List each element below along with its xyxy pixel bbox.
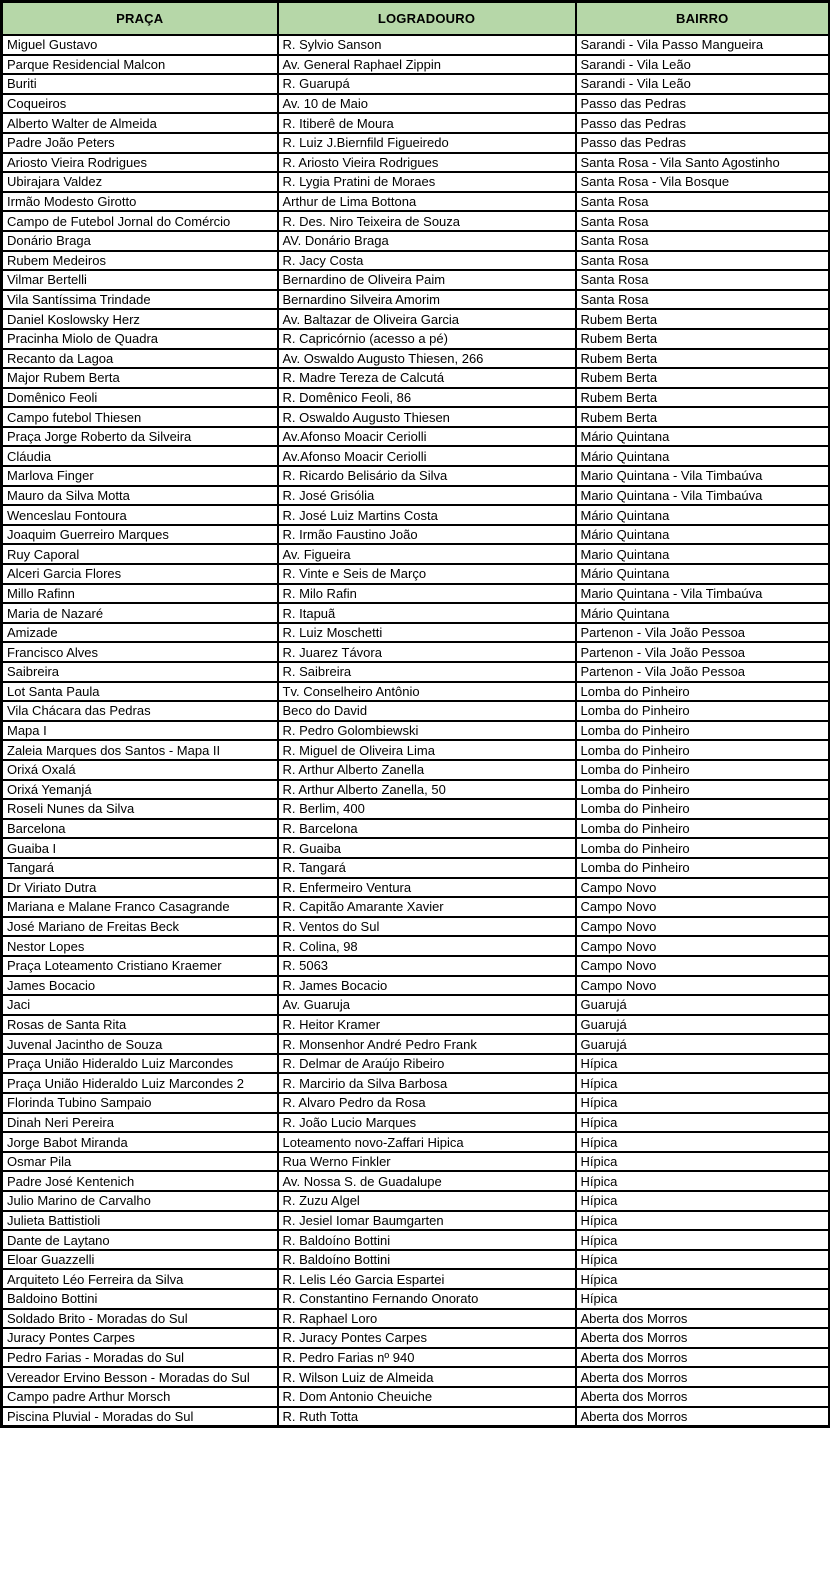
cell-bairro: Santa Rosa xyxy=(576,192,830,212)
cell-bairro: Aberta dos Morros xyxy=(576,1328,830,1348)
cell-bairro: Lomba do Pinheiro xyxy=(576,838,830,858)
table-row xyxy=(2,917,830,937)
cell-logradouro: R. Jesiel Iomar Baumgarten xyxy=(278,1211,576,1231)
cell-praca: Rosas de Santa Rita xyxy=(2,1015,278,1035)
cell-praca: Mariana e Malane Franco Casagrande xyxy=(2,897,278,917)
cell-bairro: Rubem Berta xyxy=(576,407,830,427)
table-row xyxy=(2,897,830,917)
cell-bairro: Sarandi - Vila Leão xyxy=(576,74,830,94)
table-row xyxy=(2,94,830,114)
cell-praca: Orixá Yemanjá xyxy=(2,780,278,800)
cell-logradouro: R. Monsenhor André Pedro Frank xyxy=(278,1034,576,1054)
cell-bairro: Mário Quintana xyxy=(576,525,830,545)
cell-praca: Vilmar Bertelli xyxy=(2,270,278,290)
cell-praca: Ubirajara Valdez xyxy=(2,172,278,192)
table-row xyxy=(2,936,830,956)
table-row xyxy=(2,270,830,290)
table-row xyxy=(2,466,830,486)
cell-bairro: Campo Novo xyxy=(576,917,830,937)
table-row xyxy=(2,682,830,702)
cell-praca: Rubem Medeiros xyxy=(2,251,278,271)
table-row xyxy=(2,858,830,878)
table-row xyxy=(2,1407,830,1427)
cell-bairro: Santa Rosa xyxy=(576,251,830,271)
cell-praca: Piscina Pluvial - Moradas do Sul xyxy=(2,1407,278,1427)
table-body xyxy=(2,35,830,1427)
cell-praca: Julio Marino de Carvalho xyxy=(2,1191,278,1211)
cell-praca: Daniel Koslowsky Herz xyxy=(2,309,278,329)
cell-praca: Vila Chácara das Pedras xyxy=(2,701,278,721)
cell-praca: Jaci xyxy=(2,995,278,1015)
cell-praca: James Bocacio xyxy=(2,976,278,996)
cell-bairro: Mário Quintana xyxy=(576,446,830,466)
table-row xyxy=(2,1191,830,1211)
table-row xyxy=(2,584,830,604)
cell-praca: Florinda Tubino Sampaio xyxy=(2,1093,278,1113)
table-row xyxy=(2,721,830,741)
cell-bairro: Campo Novo xyxy=(576,956,830,976)
cell-bairro: Passo das Pedras xyxy=(576,133,830,153)
table-row xyxy=(2,486,830,506)
cell-logradouro: R. Ventos do Sul xyxy=(278,917,576,937)
column-header-praca: PRAÇA xyxy=(2,2,278,36)
cell-praca: Francisco Alves xyxy=(2,642,278,662)
column-header-logradouro: LOGRADOURO xyxy=(278,2,576,36)
cell-logradouro: R. Milo Rafin xyxy=(278,584,576,604)
cell-bairro: Guarujá xyxy=(576,995,830,1015)
cell-logradouro: Av. 10 de Maio xyxy=(278,94,576,114)
cell-praca: Recanto da Lagoa xyxy=(2,349,278,369)
cell-bairro: Hípica xyxy=(576,1171,830,1191)
table-row xyxy=(2,701,830,721)
cell-praca: Julieta Battistioli xyxy=(2,1211,278,1231)
cell-logradouro: R. Des. Niro Teixeira de Souza xyxy=(278,211,576,231)
cell-praca: Marlova Finger xyxy=(2,466,278,486)
table-row xyxy=(2,153,830,173)
table-row xyxy=(2,407,830,427)
cell-bairro: Hípica xyxy=(576,1230,830,1250)
cell-praca: Praça União Hideraldo Luiz Marcondes xyxy=(2,1054,278,1074)
cell-logradouro: Beco do David xyxy=(278,701,576,721)
cell-logradouro: R. Pedro Golombiewski xyxy=(278,721,576,741)
cell-bairro: Mário Quintana xyxy=(576,603,830,623)
cell-praca: Padre João Peters xyxy=(2,133,278,153)
cell-logradouro: R. Lygia Pratini de Moraes xyxy=(278,172,576,192)
cell-logradouro: Av. Nossa S. de Guadalupe xyxy=(278,1171,576,1191)
cell-bairro: Lomba do Pinheiro xyxy=(576,799,830,819)
cell-logradouro: R. Guaiba xyxy=(278,838,576,858)
cell-praca: Zaleia Marques dos Santos - Mapa II xyxy=(2,740,278,760)
cell-bairro: Lomba do Pinheiro xyxy=(576,780,830,800)
table-row xyxy=(2,1211,830,1231)
cell-bairro: Aberta dos Morros xyxy=(576,1407,830,1427)
cell-logradouro: R. James Bocacio xyxy=(278,976,576,996)
cell-logradouro: R. Wilson Luiz de Almeida xyxy=(278,1367,576,1387)
cell-praca: Vereador Ervino Besson - Moradas do Sul xyxy=(2,1367,278,1387)
cell-logradouro: Av.Afonso Moacir Ceriolli xyxy=(278,446,576,466)
table-row xyxy=(2,192,830,212)
cell-praca: Arquiteto Léo Ferreira da Silva xyxy=(2,1269,278,1289)
cell-logradouro: R. Raphael Loro xyxy=(278,1309,576,1329)
table-row xyxy=(2,525,830,545)
cell-praca: Roseli Nunes da Silva xyxy=(2,799,278,819)
table-row xyxy=(2,251,830,271)
cell-logradouro: Av. General Raphael Zippin xyxy=(278,55,576,75)
cell-bairro: Passo das Pedras xyxy=(576,94,830,114)
table-row xyxy=(2,642,830,662)
cell-praca: Tangará xyxy=(2,858,278,878)
cell-bairro: Rubem Berta xyxy=(576,388,830,408)
cell-logradouro: R. Luiz J.Biernfild Figueiredo xyxy=(278,133,576,153)
cell-praca: Miguel Gustavo xyxy=(2,35,278,55)
table-row xyxy=(2,1093,830,1113)
table-row xyxy=(2,1230,830,1250)
cell-bairro: Hípica xyxy=(576,1152,830,1172)
cell-praca: Dr Viriato Dutra xyxy=(2,878,278,898)
cell-praca: Soldado Brito - Moradas do Sul xyxy=(2,1309,278,1329)
cell-logradouro: R. Sylvio Sanson xyxy=(278,35,576,55)
cell-logradouro: Bernardino de Oliveira Paim xyxy=(278,270,576,290)
cell-logradouro: R. Marcirio da Silva Barbosa xyxy=(278,1073,576,1093)
table-row xyxy=(2,1250,830,1270)
table-row xyxy=(2,1015,830,1035)
cell-bairro: Santa Rosa xyxy=(576,231,830,251)
cell-bairro: Hípica xyxy=(576,1269,830,1289)
cell-bairro: Lomba do Pinheiro xyxy=(576,858,830,878)
cell-bairro: Partenon - Vila João Pessoa xyxy=(576,662,830,682)
cell-praca: Nestor Lopes xyxy=(2,936,278,956)
cell-bairro: Hípica xyxy=(576,1113,830,1133)
cell-bairro: Campo Novo xyxy=(576,878,830,898)
cell-bairro: Hípica xyxy=(576,1211,830,1231)
cell-praca: Campo padre Arthur Morsch xyxy=(2,1387,278,1407)
table-row xyxy=(2,956,830,976)
cell-bairro: Partenon - Vila João Pessoa xyxy=(576,623,830,643)
cell-logradouro: R. Juarez Távora xyxy=(278,642,576,662)
cell-praca: Millo Rafinn xyxy=(2,584,278,604)
table-row xyxy=(2,113,830,133)
cell-logradouro: R. Delmar de Araújo Ribeiro xyxy=(278,1054,576,1074)
cell-bairro: Mario Quintana - Vila Timbaúva xyxy=(576,466,830,486)
cell-logradouro: R. Ariosto Vieira Rodrigues xyxy=(278,153,576,173)
cell-bairro: Lomba do Pinheiro xyxy=(576,701,830,721)
cell-logradouro: R. Baldoíno Bottini xyxy=(278,1250,576,1270)
table-row xyxy=(2,1113,830,1133)
cell-logradouro: R. Colina, 98 xyxy=(278,936,576,956)
cell-bairro: Mário Quintana xyxy=(576,505,830,525)
cell-logradouro: R. José Luiz Martins Costa xyxy=(278,505,576,525)
cell-praca: Lot Santa Paula xyxy=(2,682,278,702)
table-row xyxy=(2,1289,830,1309)
cell-bairro: Rubem Berta xyxy=(576,309,830,329)
cell-bairro: Hípica xyxy=(576,1073,830,1093)
cell-bairro: Hípica xyxy=(576,1250,830,1270)
table-row xyxy=(2,780,830,800)
table-row xyxy=(2,35,830,55)
cell-logradouro: R. Capitão Amarante Xavier xyxy=(278,897,576,917)
cell-praca: Parque Residencial Malcon xyxy=(2,55,278,75)
cell-praca: José Mariano de Freitas Beck xyxy=(2,917,278,937)
cell-bairro: Sarandi - Vila Passo Mangueira xyxy=(576,35,830,55)
cell-bairro: Lomba do Pinheiro xyxy=(576,721,830,741)
cell-praca: Juvenal Jacintho de Souza xyxy=(2,1034,278,1054)
cell-logradouro: AV. Donário Braga xyxy=(278,231,576,251)
cell-praca: Vila Santíssima Trindade xyxy=(2,290,278,310)
cell-bairro: Mario Quintana - Vila Timbaúva xyxy=(576,486,830,506)
cell-logradouro: Av. Guaruja xyxy=(278,995,576,1015)
cell-logradouro: R. Dom Antonio Cheuiche xyxy=(278,1387,576,1407)
cell-logradouro: R. Capricórnio (acesso a pé) xyxy=(278,329,576,349)
cell-praca: Domênico Feoli xyxy=(2,388,278,408)
table-row xyxy=(2,290,830,310)
table-row xyxy=(2,211,830,231)
cell-logradouro: R. Tangará xyxy=(278,858,576,878)
cell-logradouro: Loteamento novo-Zaffari Hipica xyxy=(278,1132,576,1152)
table-row xyxy=(2,505,830,525)
cell-bairro: Sarandi - Vila Leão xyxy=(576,55,830,75)
cell-bairro: Mário Quintana xyxy=(576,427,830,447)
cell-praca: Amizade xyxy=(2,623,278,643)
cell-bairro: Hípica xyxy=(576,1191,830,1211)
cell-praca: Wenceslau Fontoura xyxy=(2,505,278,525)
cell-bairro: Campo Novo xyxy=(576,897,830,917)
cell-logradouro: Rua Werno Finkler xyxy=(278,1152,576,1172)
cell-logradouro: R. Constantino Fernando Onorato xyxy=(278,1289,576,1309)
table-row xyxy=(2,1328,830,1348)
cell-logradouro: R. Itiberê de Moura xyxy=(278,113,576,133)
cell-praca: Orixá Oxalá xyxy=(2,760,278,780)
table-row xyxy=(2,1367,830,1387)
cell-praca: Campo de Futebol Jornal do Comércio xyxy=(2,211,278,231)
table-row xyxy=(2,1171,830,1191)
cell-logradouro: Bernardino Silveira Amorim xyxy=(278,290,576,310)
table-row xyxy=(2,976,830,996)
cell-praca: Ruy Caporal xyxy=(2,544,278,564)
cell-logradouro: R. Vinte e Seis de Março xyxy=(278,564,576,584)
cell-logradouro: R. Baldoíno Bottini xyxy=(278,1230,576,1250)
table-row xyxy=(2,819,830,839)
cell-praca: Major Rubem Berta xyxy=(2,368,278,388)
cell-logradouro: R. Arthur Alberto Zanella, 50 xyxy=(278,780,576,800)
cell-praca: Saibreira xyxy=(2,662,278,682)
cell-praca: Irmão Modesto Girotto xyxy=(2,192,278,212)
cell-logradouro: R. Lelis Léo Garcia Espartei xyxy=(278,1269,576,1289)
cell-logradouro: R. Jacy Costa xyxy=(278,251,576,271)
cell-praca: Barcelona xyxy=(2,819,278,839)
table-row xyxy=(2,55,830,75)
cell-praca: Joaquim Guerreiro Marques xyxy=(2,525,278,545)
cell-bairro: Lomba do Pinheiro xyxy=(576,760,830,780)
cell-logradouro: R. Ricardo Belisário da Silva xyxy=(278,466,576,486)
cell-bairro: Passo das Pedras xyxy=(576,113,830,133)
table-row xyxy=(2,1034,830,1054)
cell-bairro: Lomba do Pinheiro xyxy=(576,740,830,760)
cell-bairro: Rubem Berta xyxy=(576,368,830,388)
table-row xyxy=(2,427,830,447)
cell-logradouro: R. Berlim, 400 xyxy=(278,799,576,819)
cell-logradouro: R. Barcelona xyxy=(278,819,576,839)
cell-logradouro: R. Pedro Farias nº 940 xyxy=(278,1348,576,1368)
cell-logradouro: Av. Baltazar de Oliveira Garcia xyxy=(278,309,576,329)
cell-logradouro: R. Ruth Totta xyxy=(278,1407,576,1427)
table-row xyxy=(2,1132,830,1152)
table-row xyxy=(2,544,830,564)
cell-bairro: Santa Rosa xyxy=(576,211,830,231)
cell-bairro: Aberta dos Morros xyxy=(576,1309,830,1329)
cell-praca: Mapa I xyxy=(2,721,278,741)
cell-logradouro: Arthur de Lima Bottona xyxy=(278,192,576,212)
cell-bairro: Guarujá xyxy=(576,1015,830,1035)
cell-praca: Jorge Babot Miranda xyxy=(2,1132,278,1152)
cell-bairro: Mario Quintana - Vila Timbaúva xyxy=(576,584,830,604)
cell-praca: Praça União Hideraldo Luiz Marcondes 2 xyxy=(2,1073,278,1093)
cell-bairro: Aberta dos Morros xyxy=(576,1387,830,1407)
cell-logradouro: Tv. Conselheiro Antônio xyxy=(278,682,576,702)
table-row xyxy=(2,1054,830,1074)
cell-praca: Osmar Pila xyxy=(2,1152,278,1172)
table-row xyxy=(2,329,830,349)
table-row xyxy=(2,799,830,819)
cell-praca: Ariosto Vieira Rodrigues xyxy=(2,153,278,173)
cell-logradouro: R. Domênico Feoli, 86 xyxy=(278,388,576,408)
cell-logradouro: Av. Figueira xyxy=(278,544,576,564)
table-row xyxy=(2,1269,830,1289)
cell-praca: Donário Braga xyxy=(2,231,278,251)
cell-praca: Padre José Kentenich xyxy=(2,1171,278,1191)
table-row xyxy=(2,368,830,388)
table-row xyxy=(2,995,830,1015)
table-row xyxy=(2,1309,830,1329)
cell-praca: Buriti xyxy=(2,74,278,94)
table-row xyxy=(2,760,830,780)
table-row xyxy=(2,878,830,898)
cell-logradouro: R. João Lucio Marques xyxy=(278,1113,576,1133)
cell-bairro: Rubem Berta xyxy=(576,349,830,369)
table-row xyxy=(2,388,830,408)
cell-logradouro: R. Arthur Alberto Zanella xyxy=(278,760,576,780)
table-row xyxy=(2,838,830,858)
cell-logradouro: Av. Oswaldo Augusto Thiesen, 266 xyxy=(278,349,576,369)
cell-logradouro: R. Guarupá xyxy=(278,74,576,94)
table-row xyxy=(2,1348,830,1368)
cell-bairro: Campo Novo xyxy=(576,976,830,996)
cell-bairro: Hípica xyxy=(576,1289,830,1309)
table-row xyxy=(2,564,830,584)
cell-praca: Praça Jorge Roberto da Silveira xyxy=(2,427,278,447)
cell-bairro: Mario Quintana xyxy=(576,544,830,564)
cell-bairro: Campo Novo xyxy=(576,936,830,956)
cell-logradouro: R. Madre Tereza de Calcutá xyxy=(278,368,576,388)
table-row xyxy=(2,1152,830,1172)
cell-logradouro: Av.Afonso Moacir Ceriolli xyxy=(278,427,576,447)
cell-logradouro: R. Luiz Moschetti xyxy=(278,623,576,643)
cell-logradouro: R. Alvaro Pedro da Rosa xyxy=(278,1093,576,1113)
table-row xyxy=(2,623,830,643)
cell-logradouro: R. Zuzu Algel xyxy=(278,1191,576,1211)
table-row xyxy=(2,740,830,760)
cell-logradouro: R. Enfermeiro Ventura xyxy=(278,878,576,898)
cell-praca: Juracy Pontes Carpes xyxy=(2,1328,278,1348)
cell-bairro: Santa Rosa - Vila Santo Agostinho xyxy=(576,153,830,173)
cell-praca: Cláudia xyxy=(2,446,278,466)
table-row xyxy=(2,74,830,94)
table-row xyxy=(2,1387,830,1407)
cell-bairro: Partenon - Vila João Pessoa xyxy=(576,642,830,662)
cell-praca: Praça Loteamento Cristiano Kraemer xyxy=(2,956,278,976)
cell-praca: Eloar Guazzelli xyxy=(2,1250,278,1270)
cell-logradouro: R. José Grisólia xyxy=(278,486,576,506)
cell-logradouro: R. Oswaldo Augusto Thiesen xyxy=(278,407,576,427)
cell-logradouro: R. Juracy Pontes Carpes xyxy=(278,1328,576,1348)
cell-bairro: Santa Rosa - Vila Bosque xyxy=(576,172,830,192)
table-row xyxy=(2,349,830,369)
table-row xyxy=(2,231,830,251)
cell-logradouro: R. Saibreira xyxy=(278,662,576,682)
cell-bairro: Santa Rosa xyxy=(576,290,830,310)
cell-praca: Alceri Garcia Flores xyxy=(2,564,278,584)
cell-praca: Dinah Neri Pereira xyxy=(2,1113,278,1133)
cell-praca: Pedro Farias - Moradas do Sul xyxy=(2,1348,278,1368)
cell-logradouro: R. 5063 xyxy=(278,956,576,976)
cell-bairro: Lomba do Pinheiro xyxy=(576,682,830,702)
cell-bairro: Hípica xyxy=(576,1132,830,1152)
table-row xyxy=(2,133,830,153)
cell-bairro: Aberta dos Morros xyxy=(576,1348,830,1368)
cell-logradouro: R. Itapuã xyxy=(278,603,576,623)
cell-bairro: Hípica xyxy=(576,1093,830,1113)
cell-logradouro: R. Heitor Kramer xyxy=(278,1015,576,1035)
cell-praca: Maria de Nazaré xyxy=(2,603,278,623)
cell-bairro: Santa Rosa xyxy=(576,270,830,290)
cell-praca: Coqueiros xyxy=(2,94,278,114)
table-row xyxy=(2,309,830,329)
cell-bairro: Rubem Berta xyxy=(576,329,830,349)
table-row xyxy=(2,172,830,192)
cell-praca: Alberto Walter de Almeida xyxy=(2,113,278,133)
cell-bairro: Lomba do Pinheiro xyxy=(576,819,830,839)
cell-praca: Baldoino Bottini xyxy=(2,1289,278,1309)
cell-bairro: Mário Quintana xyxy=(576,564,830,584)
cell-praca: Dante de Laytano xyxy=(2,1230,278,1250)
table-row xyxy=(2,446,830,466)
cell-praca: Guaiba I xyxy=(2,838,278,858)
cell-logradouro: R. Irmão Faustino João xyxy=(278,525,576,545)
table-row xyxy=(2,662,830,682)
cell-logradouro: R. Miguel de Oliveira Lima xyxy=(278,740,576,760)
cell-bairro: Aberta dos Morros xyxy=(576,1367,830,1387)
table-row xyxy=(2,1073,830,1093)
header-row xyxy=(2,2,830,36)
table-row xyxy=(2,603,830,623)
cell-praca: Campo futebol Thiesen xyxy=(2,407,278,427)
cell-bairro: Hípica xyxy=(576,1054,830,1074)
column-header-bairro: BAIRRO xyxy=(576,2,830,36)
cell-praca: Pracinha Miolo de Quadra xyxy=(2,329,278,349)
cell-bairro: Guarujá xyxy=(576,1034,830,1054)
cell-praca: Mauro da Silva Motta xyxy=(2,486,278,506)
